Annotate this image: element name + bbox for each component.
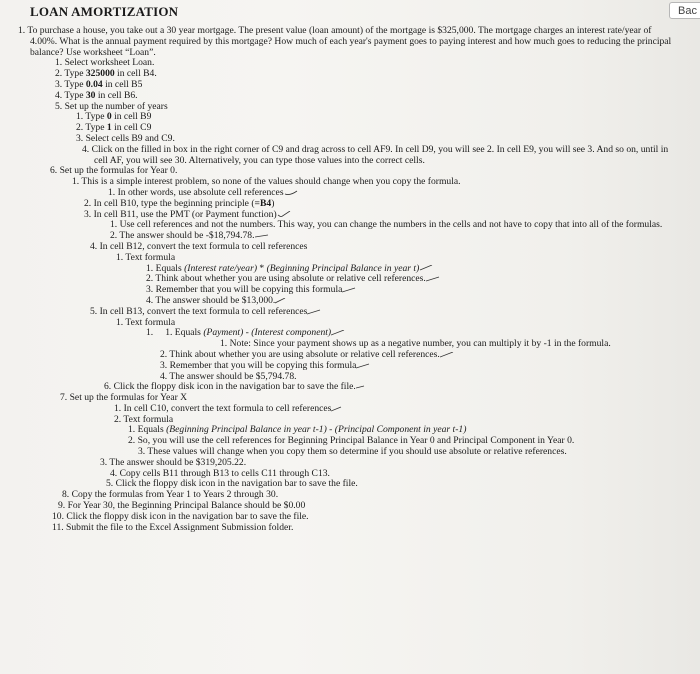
step-3 (55, 80, 678, 91)
step-6-4: 4. In cell B12, convert the text formula to cell references (90, 240, 308, 252)
formula-text: 1. Equals (165, 327, 204, 339)
outer-number: 1. (146, 327, 154, 339)
step-6-1: 1. This is a simple interest problem, so none of the values should change when you copy the formula. (72, 176, 461, 188)
step-2-text-end: in cell B4. (114, 68, 157, 80)
checkmark-icon (331, 406, 345, 412)
step-6-2-value: =B4 (254, 197, 272, 209)
step-5-2-text: 2. Type (76, 122, 107, 134)
formula-text: 1. Equals (128, 424, 167, 436)
formula-operator: - (243, 327, 252, 339)
checkmark-icon (255, 233, 269, 239)
checkmark-icon (440, 352, 454, 358)
step-6: 6. Set up the formulas for Year 0. (50, 165, 178, 177)
formula-term: (Beginning Principal Balance in year t) (266, 262, 420, 274)
step-7-4: 4. Copy cells B11 through B13 to cells C11 through C13. (110, 467, 330, 479)
step-6-5-1-1-1: 1. Note: Since your payment shows up as a negative number, you can multiply it by -1 in the formula. (220, 338, 611, 350)
back-button[interactable]: Bac (669, 2, 700, 19)
step-6-6-text: 6. Click the floppy disk icon in the navigation bar to save the file. (104, 381, 356, 393)
step-5: 5. Set up the number of years (55, 100, 168, 112)
checkmark-icon (277, 211, 291, 217)
step-5-1-text: 1. Type (76, 111, 107, 123)
step-6-3-2-text: 2. The answer should be -$18,794.78. (110, 230, 255, 242)
step-2 (55, 69, 678, 80)
step-5-3: 3. Select cells B9 and C9. (76, 132, 175, 144)
step-5-1 (76, 112, 678, 123)
formula-term: (Payment) (203, 327, 244, 339)
step-7: 7. Set up the formulas for Year X (60, 392, 188, 404)
step-11: 11. Submit the file to the Excel Assignment Submission folder. (52, 521, 294, 533)
step-6-3-1: 1. Use cell references and not the numbers. This way, you can change the numbers in the cells and not have to copy that into all of the formulas. (110, 219, 663, 231)
formula-term: (Beginning Principal Balance in year t-1) (166, 424, 327, 436)
step-4-text-end: in cell B6. (95, 89, 138, 101)
step-6-5-1: 1. Text formula (116, 316, 176, 328)
step-6-4-1-4-text: 4. The answer should be $13,000. (146, 294, 276, 306)
step-6-5-1-2-text: 2. Think about whether you are using absolute or relative cell references. (160, 348, 440, 360)
step-2-text: 2. Type (55, 68, 86, 80)
step-6-1-1-text: 1. In other words, use absolute cell references (108, 186, 284, 198)
formula-operator: - (326, 424, 335, 436)
formula-operator: * (257, 262, 267, 274)
step-9: 9. For Year 30, the Beginning Principal Balance should be $0.00 (58, 500, 306, 512)
step-6-4-1-3-text: 3. Remember that you will be copying this formula (146, 284, 343, 296)
step-4 (55, 91, 678, 102)
step-3-text-end: in cell B5 (102, 78, 143, 90)
step-7-1 (114, 404, 678, 415)
step-6-3-text: 3. In cell B11, use the PMT (or Payment function) (84, 208, 277, 220)
formula-term: (Interest rate/year) (184, 262, 258, 274)
step-5-2-value: 1 (106, 122, 112, 134)
checkmark-icon (342, 287, 356, 293)
checkmark-icon (331, 330, 345, 336)
step-5-1-text-end: in cell B9 (111, 111, 152, 123)
checkmark-icon (356, 384, 370, 390)
step-4-value: 30 (85, 89, 96, 101)
step-5-2-text-end: in cell C9 (111, 122, 152, 134)
checkmark-icon (419, 265, 433, 271)
step-7-2-3: 3. These values will change when you copy them so determine if you should use absolute or relative references. (138, 446, 567, 458)
step-6-5-1-3 (160, 361, 678, 372)
step-3-text: 3. Type (55, 78, 86, 90)
instructions-body (18, 26, 678, 533)
step-5-4: 4. Click on the filled in box in the right corner of C9 and drag across to cell AF9. In cell D9, you will see 2. In cell E9, you will see 3. And so on, until in cell AF, you will see 30. Alternatively, you can type those values into the correct cells. (82, 143, 669, 166)
step-7-1-text: 1. In cell C10, convert the text formula to cell references (114, 402, 332, 414)
step-7-2: 2. Text formula (114, 413, 174, 425)
page-title: LOAN AMORTIZATION (30, 4, 179, 19)
checkmark-icon (275, 298, 289, 304)
step-7-5: 5. Click the floppy disk icon in the navigation bar to save the file. (106, 478, 358, 490)
step-7-3: 3. The answer should be $319,205.22. (100, 456, 247, 468)
step-6-5-1-3-text: 3. Remember that you will be copying this formula (160, 359, 357, 371)
formula-term: (Principal Component in year t-1) (334, 424, 467, 436)
step-3-value: 0.04 (85, 78, 103, 90)
step-2-value: 325000 (85, 68, 115, 80)
step-4-text: 4. Type (55, 89, 86, 101)
step-6-2-text-end: ) (271, 197, 275, 209)
checkmark-icon (356, 363, 370, 369)
step-6-2-text: 2. In cell B10, type the beginning principle ( (84, 197, 255, 209)
step-6-4-1-2-text: 2. Think about whether you are using absolute or relative cell references. (146, 273, 426, 285)
checkmark-icon (284, 190, 298, 196)
step-6-4-1: 1. Text formula (116, 251, 176, 263)
step-5-1-value: 0 (106, 111, 112, 123)
checkmark-icon (426, 276, 440, 282)
step-8: 8. Copy the formulas from Year 1 to Years 2 through 30. (62, 489, 279, 501)
step-6-5-1-4: 4. The answer should be $5,794.78. (160, 370, 297, 382)
step-10: 10. Click the floppy disk icon in the navigation bar to save the file. (52, 510, 309, 522)
step-6-6 (104, 382, 678, 393)
checkmark-icon (307, 309, 321, 315)
step-6-5-text: 5. In cell B13, convert the text formula to cell references (90, 305, 308, 317)
step-1: 1. Select worksheet Loan. (55, 57, 155, 69)
formula-term: (Interest component) (251, 327, 332, 339)
step-7-2-2: 2. So, you will use the cell references for Beginning Principal Balance in Year 0 and Principal Component in Year 0. (128, 435, 575, 447)
question-1: 1. To purchase a house, you take out a 30 year mortgage. The present value (loan amount) of the mortgage is $325,000. The mortgage charges an interest rate/year of 4.00%. What is the annual payment required by this mortgage? How much of each year's payment goes to paying interest and how much goes to reducing the principal balance? Use worksheet “Loan”. (18, 25, 672, 58)
formula-text: 1. Equals (146, 262, 185, 274)
step-6-5 (90, 307, 678, 318)
